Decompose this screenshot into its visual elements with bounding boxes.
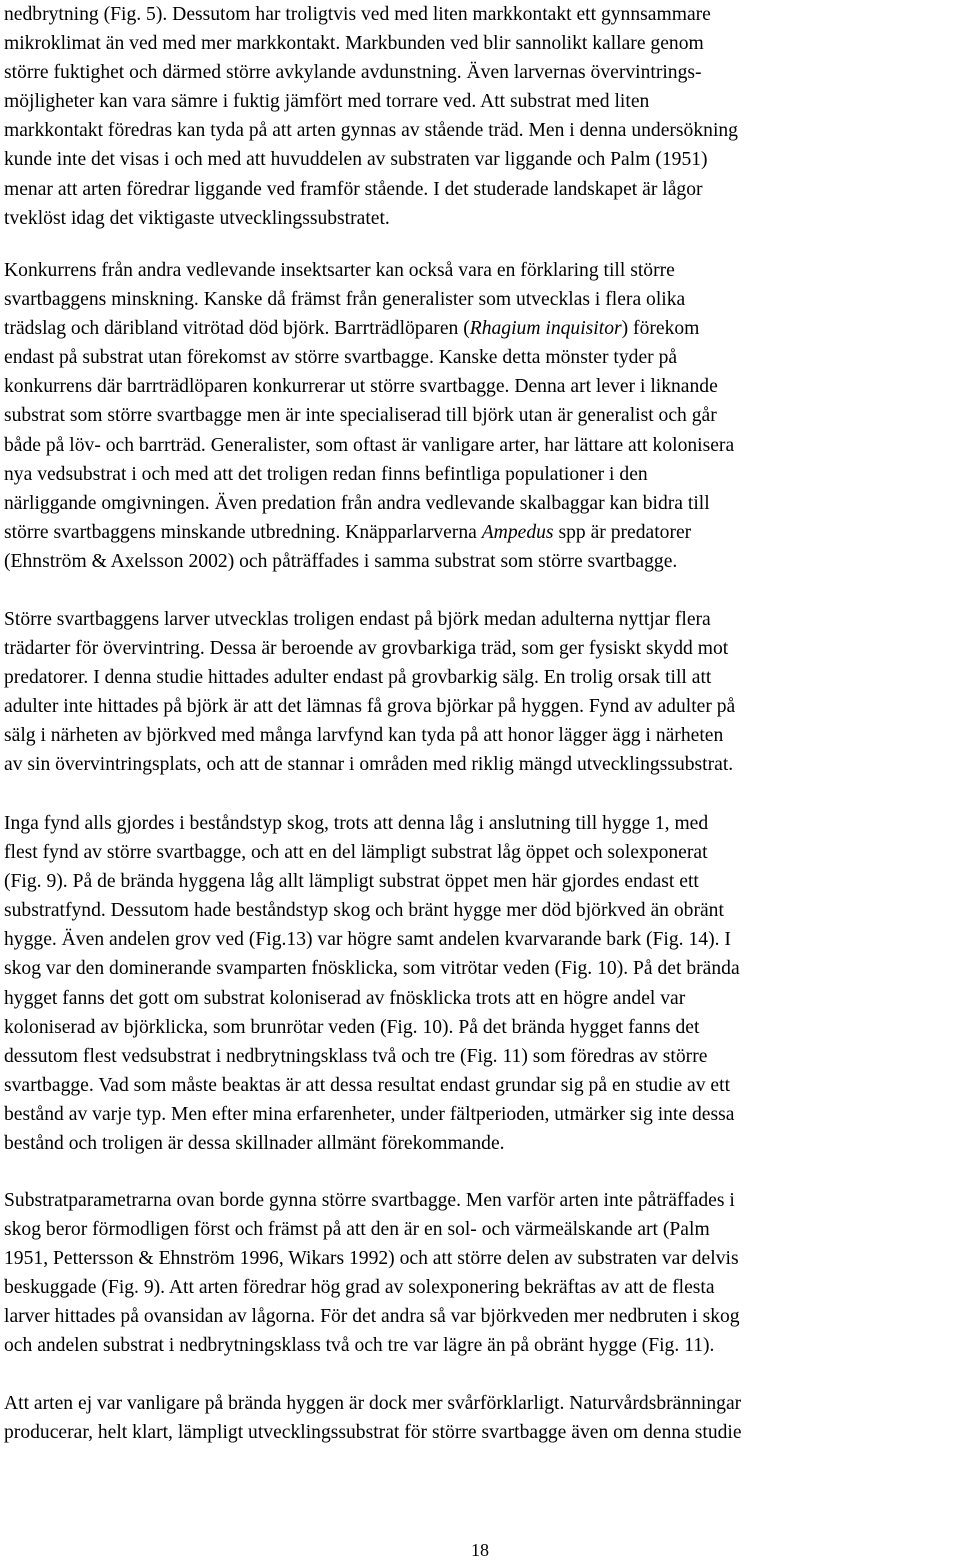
text-line [4, 489, 734, 518]
text-line [4, 867, 740, 896]
text-run: både på löv- och barrträd. Generalister, som oftast är vanligare arter, har lättare att kolonisera [4, 434, 735, 456]
text-line [4, 58, 738, 87]
text-line [4, 1418, 742, 1447]
text-line [4, 896, 740, 925]
text-line [4, 431, 734, 460]
text-run: större fuktighet och därmed större avkylande avdunstning. Även larvernas övervintrings- [4, 62, 702, 84]
text-line [4, 256, 734, 285]
text-run: hygget fanns det gott om substrat koloniserad av fnösklicka trots att en högre andel var [4, 987, 686, 1009]
text-line [4, 1100, 740, 1129]
text-run: bestånd och troligen är dessa skillnader allmänt förekommande. [4, 1133, 505, 1155]
body-paragraph [4, 605, 735, 780]
text-line [4, 372, 734, 401]
text-run: Inga fynd alls gjordes i beståndstyp skog, trots att denna låg i anslutning till hygge 1, med [4, 813, 709, 834]
text-run: Konkurrens från andra vedlevande insektsarter kan också vara en förklaring till större [4, 260, 675, 281]
page-number: 18 [471, 1540, 489, 1560]
text-run: nedbrytning (Fig. 5). Dessutom har troligtvis ved med liten markkontakt ett gynnsammare [4, 4, 711, 25]
text-line [4, 29, 738, 58]
body-paragraph [4, 1186, 740, 1361]
text-run: nya vedsubstrat i och med att det troligen redan finns befintliga populationer i den [4, 463, 648, 485]
italic-text-run: Ampedus [481, 521, 554, 543]
text-line [4, 1013, 740, 1042]
text-run: trädslag och däribland vitrötad död björk. Barrträdlöparen ( [4, 318, 470, 340]
text-run: av sin övervintringsplats, och att de stannar i områden med riklig mängd utvecklingssubstrat. [4, 754, 734, 776]
text-run: närliggande omgivningen. Även predation från andra vedlevande skalbaggar kan bidra till [4, 492, 710, 514]
text-line [4, 605, 735, 634]
text-line [4, 1273, 740, 1302]
text-run: beskuggade (Fig. 9). Att arten föredrar hög grad av solexponering bekräftas av att de flesta [4, 1277, 715, 1299]
text-line [4, 87, 738, 116]
text-line [4, 750, 735, 779]
text-line [4, 145, 738, 174]
text-line [4, 809, 740, 838]
text-run: 1951, Pettersson & Ehnström 1996, Wikars 1992) och att större delen av substraten var delvis [4, 1248, 739, 1270]
text-run: Att arten ej var vanligare på brända hyggen är dock mer svårförklarligt. Naturvårdsbränningar [4, 1393, 742, 1414]
text-run: (Fig. 9). På de brända hyggena låg allt lämpligt substrat öppet men här gjordes endast ett [4, 871, 699, 893]
text-line [4, 204, 738, 233]
text-line [4, 1215, 740, 1244]
text-run: menar att arten föredrar liggande ved framför stående. I det studerade landskapet är lågor [4, 178, 703, 200]
text-line [4, 1244, 740, 1273]
text-run: bestånd av varje typ. Men efter mina erfarenheter, under fältperioden, utmärker sig inte dessa [4, 1103, 735, 1125]
text-line [4, 343, 734, 372]
text-run: dessutom flest vedsubstrat i nedbrytningsklass två och tre (Fig. 11) som föredras av större [4, 1045, 708, 1067]
text-run: trädarter för övervintring. Dessa är beroende av grovbarkiga träd, som ger fysiskt skydd mot [4, 638, 729, 660]
text-run: större svartbaggens minskande utbredning. Knäpparlarverna [4, 521, 482, 543]
body-paragraph [4, 0, 738, 233]
text-line [4, 175, 738, 204]
text-line [4, 0, 738, 29]
text-line [4, 1302, 740, 1331]
text-line [4, 634, 735, 663]
text-run: mikroklimat än ved med mer markkontakt. Markbunden ved blir sannolikt kallare genom [4, 33, 704, 55]
text-run: sälg i närheten av björkved med många larvfynd kan tyda på att honor lägger ägg i närheten [4, 725, 724, 747]
text-run: skog beror förmodligen först och främst på att den är en sol- och värmeälskande art (Palm [4, 1219, 710, 1241]
text-run: svartbagge. Vad som måste beaktas är att dessa resultat endast grundar sig på en studie av ett [4, 1074, 731, 1096]
text-run: endast på substrat utan förekomst av större svartbagge. Kanske detta mönster tyder på [4, 347, 678, 369]
body-paragraph [4, 256, 734, 576]
text-run: tveklöst idag det viktigaste utvecklingssubstratet. [4, 207, 390, 229]
text-run: substratfynd. Dessutom hade beståndstyp skog och bränt hygge mer död björkved än obränt [4, 900, 724, 922]
text-run: hygge. Även andelen grov ved (Fig.13) var högre samt andelen kvarvarande bark (Fig. 14). I [4, 929, 731, 951]
text-run: och andelen substrat i nedbrytningsklass två och tre var lägre än på obränt hygge (Fig. 11). [4, 1335, 715, 1357]
text-run: svartbaggens minskning. Kanske då främst från generalister som utvecklas i flera olika [4, 289, 686, 311]
text-run: ) förekom [621, 318, 700, 340]
text-run: Större svartbaggens larver utvecklas troligen endast på björk medan adulterna nyttjar flera [4, 609, 711, 630]
text-line [4, 925, 740, 954]
document-page [4, 0, 958, 1561]
text-line [4, 1071, 740, 1100]
text-run: predatorer. I denna studie hittades adulter endast på grovbarkig sälg. En trolig orsak till att [4, 667, 712, 689]
text-run: substrat som större svartbagge men är inte specialiserad till björk utan är generalist och går [4, 405, 717, 427]
text-run: flest fynd av större svartbagge, och att en del lämpligt substrat låg öppet och solexponerat [4, 842, 708, 864]
text-run: möjligheter kan vara sämre i fuktig jämfört med torrare ved. Att substrat med liten [4, 91, 650, 113]
text-run: (Ehnström & Axelsson 2002) och påträffades i samma substrat som större svartbagge. [4, 550, 678, 572]
text-run: adulter inte hittades på björk är att det lämnas få grova björkar på hyggen. Fynd av adulter på [4, 696, 736, 718]
text-line [4, 401, 734, 430]
text-line [4, 954, 740, 983]
italic-text-run: Rhagium inquisitor [469, 318, 622, 340]
text-line [4, 838, 740, 867]
text-line [4, 1042, 740, 1071]
text-line [4, 1129, 740, 1158]
text-line [4, 663, 735, 692]
text-line [4, 460, 734, 489]
body-paragraph [4, 809, 740, 1158]
text-run: koloniserad av björklicka, som brunrötar veden (Fig. 10). På det brända hygget fanns det [4, 1016, 700, 1038]
text-line [4, 547, 734, 576]
text-line [4, 116, 738, 145]
text-line [4, 1331, 740, 1360]
text-line [4, 314, 734, 343]
text-run: larver hittades på ovansidan av lågorna. För det andra så var björkveden mer nedbruten i skog [4, 1306, 740, 1328]
body-paragraph [4, 1389, 742, 1447]
text-run: markkontakt föredras kan tyda på att arten gynnas av stående träd. Men i denna undersökning [4, 120, 738, 142]
text-line [4, 1186, 740, 1215]
text-line [4, 1389, 742, 1418]
text-run: spp är predatorer [553, 521, 692, 543]
text-run: producerar, helt klart, lämpligt utvecklingssubstrat för större svartbagge även om denna studie [4, 1422, 742, 1444]
text-line [4, 285, 734, 314]
text-run: Substratparametrarna ovan borde gynna större svartbagge. Men varför arten inte påträffades i [4, 1190, 735, 1211]
text-run: kunde inte det visas i och med att huvuddelen av substraten var liggande och Palm (1951) [4, 149, 708, 171]
text-line [4, 721, 735, 750]
text-line [4, 692, 735, 721]
text-run: konkurrens där barrträdlöparen konkurrerar ut större svartbagge. Denna art lever i liknande [4, 376, 718, 398]
text-line [4, 984, 740, 1013]
text-line [4, 518, 734, 547]
text-run: skog var den dominerande svamparten fnösklicka, som vitrötar veden (Fig. 10). På det brända [4, 958, 740, 980]
